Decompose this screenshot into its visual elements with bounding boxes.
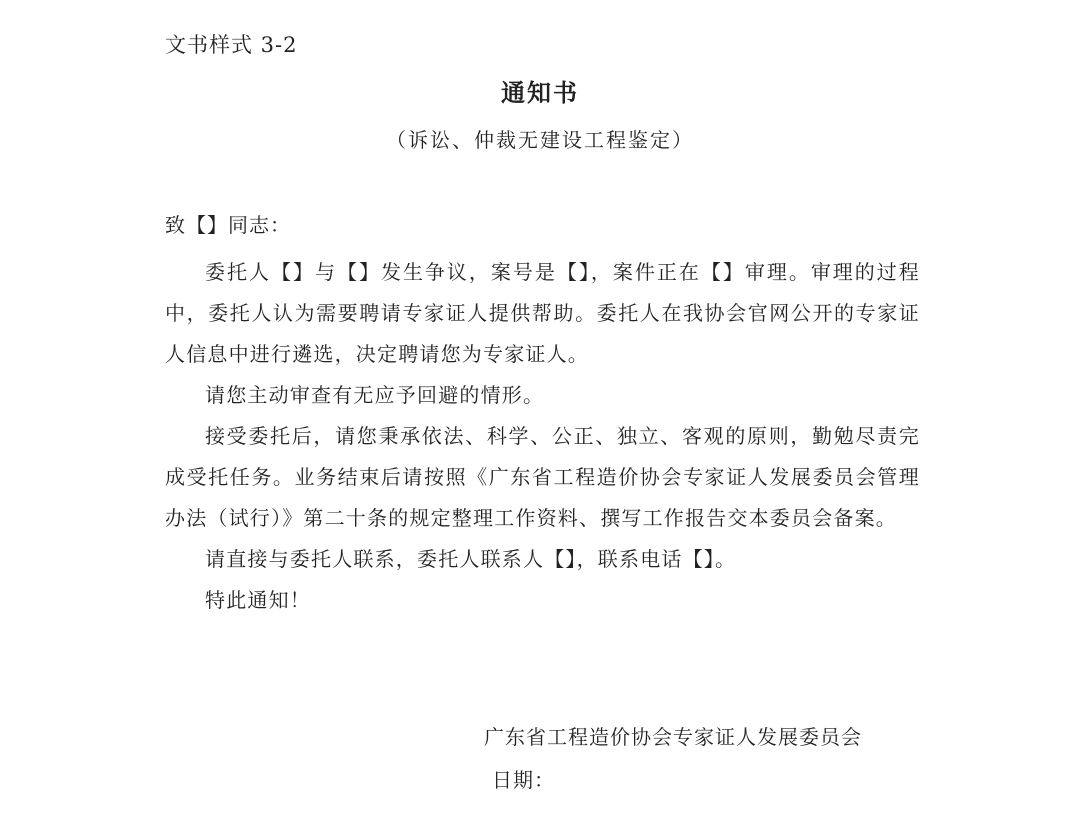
salutation: 致【】同志： xyxy=(165,213,291,237)
document-title: 通知书 xyxy=(501,78,579,107)
paragraph-commission: 委托人【】与【】发生争议，案号是【】，案件正在【】审理。审理的过程中，委托人认为需要聘请专家证人提供帮助。委托人在我协会官网公开的专家证人信息中进行遴选，决定聘请您为专家证人。 xyxy=(165,260,920,366)
form-code: 文书样式 3-2 xyxy=(165,33,298,57)
paragraph-duties: 接受委托后，请您秉承依法、科学、公正、独立、客观的原则，勤勉尽责完成受托任务。业务结束后请按照《广东省工程造价协会专家证人发展委员会管理办法（试行）》第二十条的规定整理工作资料、撰写工作报告交本委员会备案。 xyxy=(165,424,920,530)
document-subtitle: （诉讼、仲裁无建设工程鉴定） xyxy=(386,128,694,152)
paragraph-recusal: 请您主动审查有无应予回避的情形。 xyxy=(205,383,545,407)
signature-organization: 广东省工程造价协会专家证人发展委员会 xyxy=(484,725,862,749)
paragraph-contact: 请直接与委托人联系，委托人联系人【】，联系电话【】。 xyxy=(205,547,737,571)
date-label: 日期： xyxy=(492,768,555,792)
paragraph-closing: 特此通知！ xyxy=(205,588,311,612)
body-text xyxy=(165,252,920,621)
